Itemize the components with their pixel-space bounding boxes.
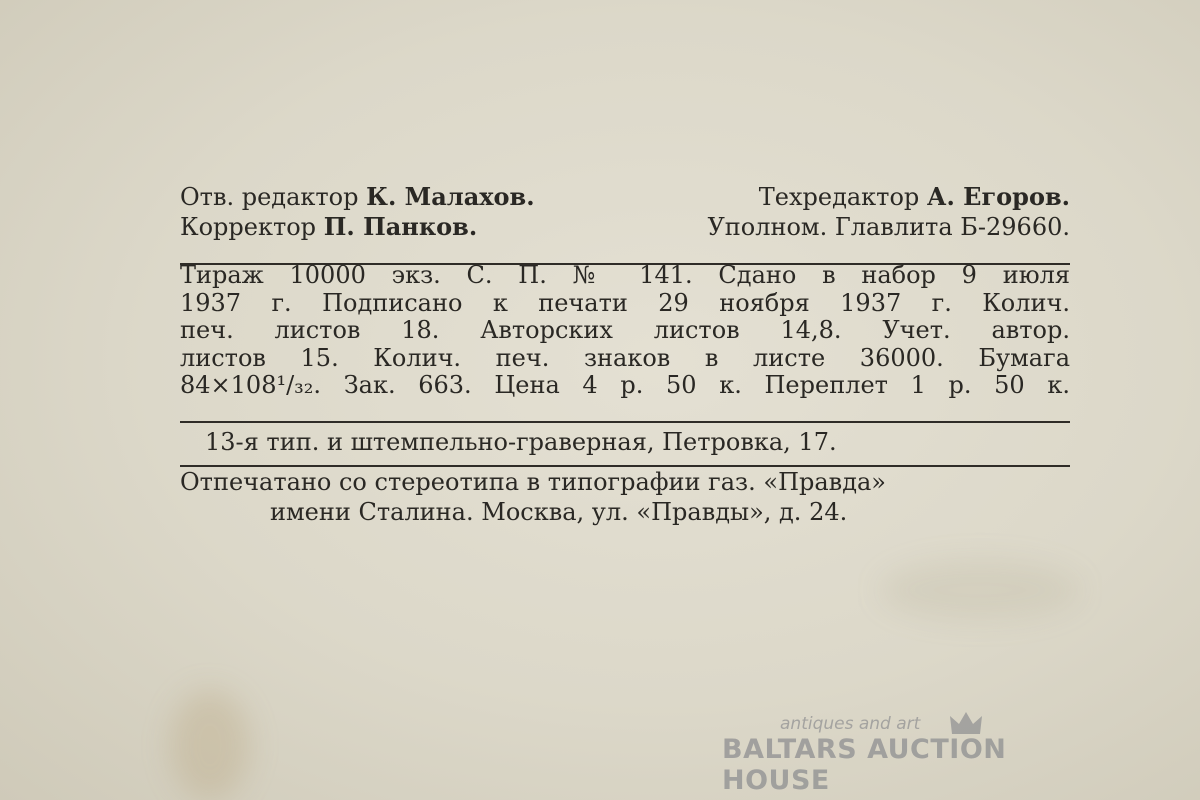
imprint-line: печ. листов 18. Авторских листов 14,8. Учет. автор. [180, 316, 1070, 344]
imprint-paragraph [180, 262, 1070, 400]
imprint-line: Тираж 10000 экз. С. П. № 141. Сдано в набор 9 июля [180, 261, 1070, 289]
credits-line-2 [180, 212, 1070, 242]
imprint-line: листов 15. Колич. печ. знаков в листе 36000. Бумага [180, 343, 1070, 372]
paper-stain [170, 690, 250, 800]
editor-credit: Отв. редактор К. Малахов. [180, 182, 535, 211]
auction-house-watermark [722, 712, 1122, 796]
printing-note-line-1: Отпечатано со стереотипа в типографии газ. «Правда» [180, 468, 886, 496]
imprint-line: 1937 г. Подписано к печати 29 ноября 1937 г. Колич. [180, 288, 1070, 317]
tech-editor-credit: Техредактор А. Егоров. [758, 182, 1070, 211]
printing-note-line-2: имени Сталина. Москва, ул. «Правды», д. 24. [270, 498, 848, 526]
watermark-tagline: antiques and art [780, 714, 921, 734]
credits-header [180, 182, 1070, 242]
divider-rule [180, 421, 1070, 423]
paper-stain [880, 560, 1080, 620]
watermark-name: BALTARS AUCTION HOUSE [722, 734, 1007, 796]
proofreader-credit: Корректор П. Панков. [180, 212, 478, 241]
printer-line: 13-я тип. и штемпельно-граверная, Петровка, 17. [205, 428, 837, 456]
imprint-line: 84×108¹/₃₂. Зак. 663. Цена 4 р. 50 к. Переплет 1 р. 50 к. [180, 371, 1070, 399]
credits-line-1 [180, 182, 1070, 212]
printing-note [180, 467, 1070, 527]
censor-credit: Уполном. Главлита Б-29660. [707, 213, 1070, 241]
